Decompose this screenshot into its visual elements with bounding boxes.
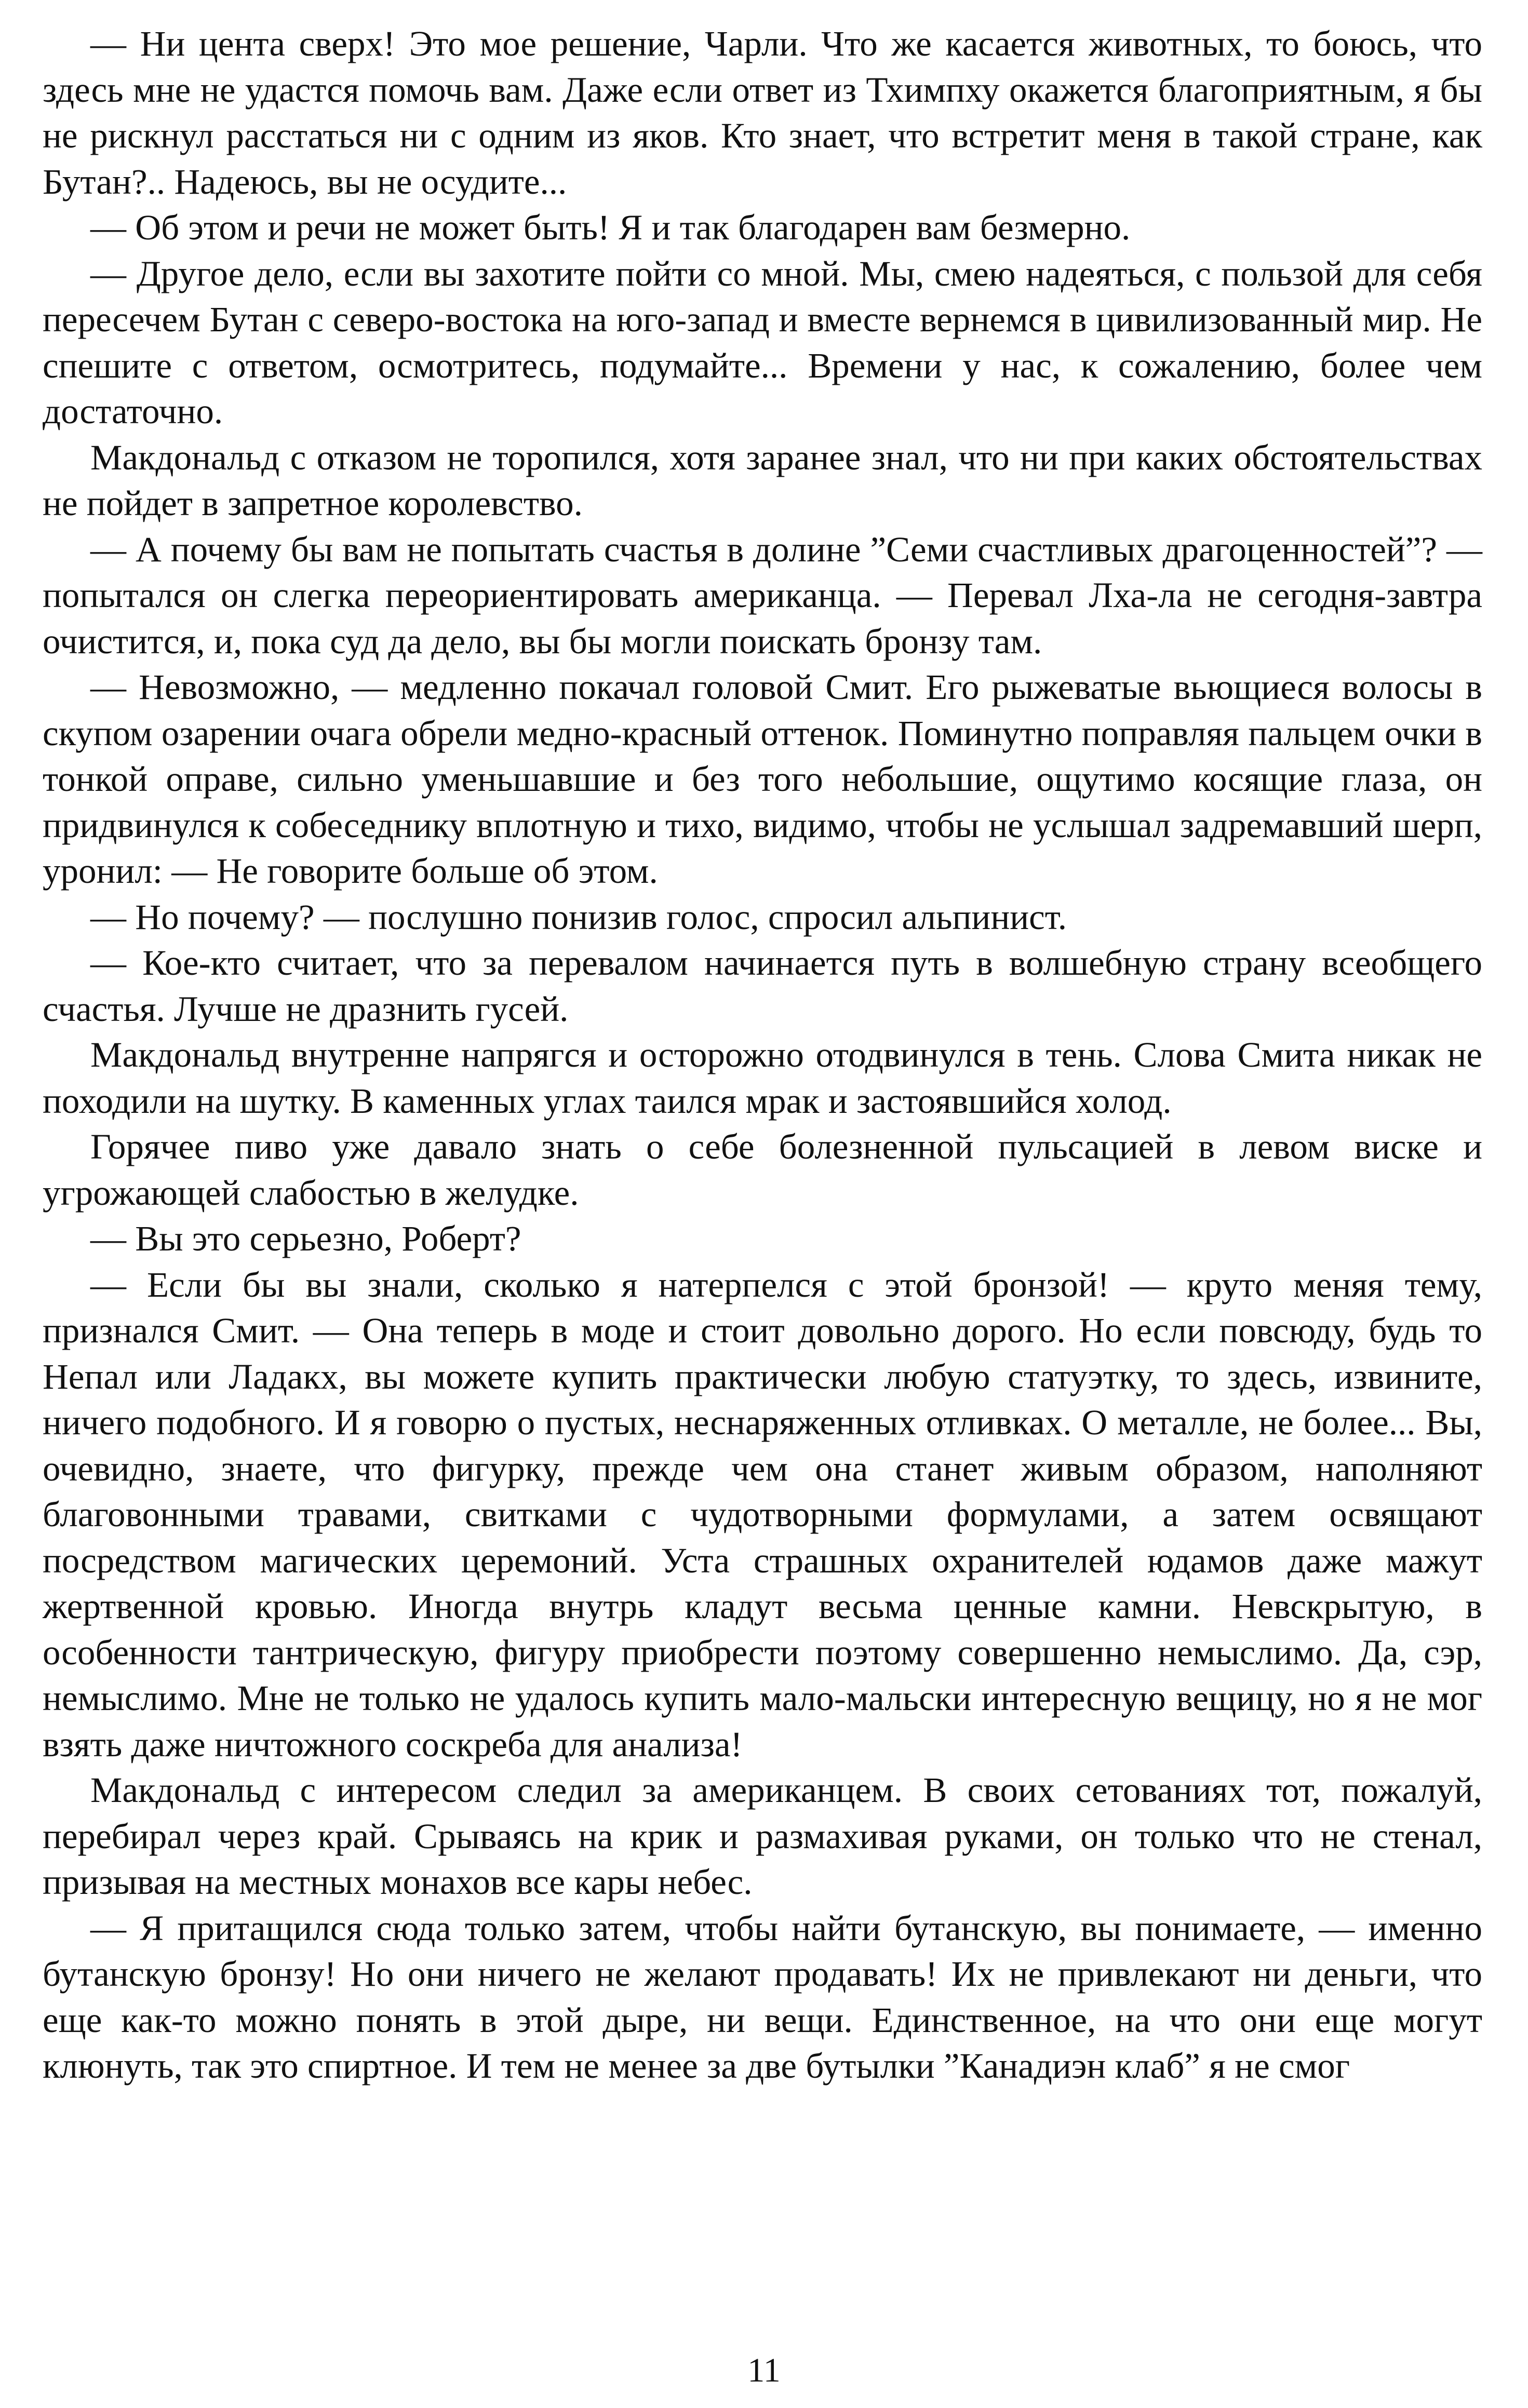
- paragraph: Макдональд с интересом следил за американцем. В своих сетованиях тот, пожалуй, перебирал через край. Срываясь на крик и размахивая руками, он только что не стенал, призывая на местных монахов все кары небес.: [43, 1770, 1482, 1902]
- paragraph: Макдональд внутренне напрягся и осторожно отодвинулся в тень. Слова Смита никак не походили на шутку. В каменных углах таился мрак и застоявшийся холод.: [43, 1035, 1482, 1121]
- paragraph: Горячее пиво уже давало знать о себе болезненной пульсацией в левом виске и угрожающей слабостью в желудке.: [43, 1127, 1482, 1213]
- paragraph: — Об этом и речи не может быть! Я и так благодарен вам безмерно.: [90, 208, 1131, 247]
- paragraph: — А почему бы вам не попытать счастья в долине ”Семи счастливых драгоценностей”? — попытался он слегка переориентировать американца. — Перевал Лха-ла не сегодня-завтра очистится, и, пока суд да дело, вы бы могли поискать бронзу там.: [43, 529, 1482, 661]
- page-body-text: [43, 21, 1482, 2089]
- paragraph: — Но почему? — послушно понизив голос, спросил альпинист.: [90, 897, 1067, 937]
- paragraph: Макдональд с отказом не торопился, хотя заранее знал, что ни при каких обстоятельствах не пойдет в запретное королевство.: [43, 437, 1482, 523]
- paragraph: — Если бы вы знали, сколько я натерпелся с этой бронзой! — круто меняя тему, признался Смит. — Она теперь в моде и стоит довольно дорого. Но если повсюду, будь то Непал или Ладакх, вы можете купить практически любую статуэтку, то здесь, извините, ничего подобного. И я говорю о пустых, неснаряженных отливках. О металле, не более... Вы, очевидно, знаете, что фигурку, прежде чем она станет живым образом, наполняют благовонными травами, свитками с чудотворными формулами, а затем освящают посредством магических церемоний. Уста страшных охранителей юдамов даже мажут жертвенной кровью. Иногда внутрь кладут весьма ценные камни. Невскрытую, в особенности тантрическую, фигуру приобрести поэтому совершенно немыслимо. Да, сэр, немыслимо. Мне не только не удалось купить мало-мальски интересную вещицу, но я не мог взять даже ничтожного соскреба для анализа!: [43, 1264, 1482, 1764]
- paragraph: — Я притащился сюда только затем, чтобы найти бутанскую, вы понимаете, — именно бутанскую бронзу! Но они ничего не желают продавать! Их не привлекают ни деньги, что еще как-то можно понять в этой дыре, ни вещи. Единственное, на что они еще могут клюнуть, так это спиртное. И тем не менее за две бутылки ”Канадиэн клаб” я не смог: [43, 1908, 1482, 2086]
- book-page: [43, 21, 1482, 2326]
- paragraph: — Кое-кто считает, что за перевалом начинается путь в волшебную страну всеобщего счастья. Лучше не дразнить гусей.: [43, 943, 1482, 1029]
- paragraph: — Невозможно, — медленно покачал головой Смит. Его рыжеватые вьющиеся волосы в скупом озарении очага обрели медно-красный оттенок. Поминутно поправляя пальцем очки в тонкой оправе, сильно уменьшавшие и без того небольшие, ощутимо косящие глаза, он придвинулся к собеседнику вплотную и тихо, видимо, чтобы не услышал задремавший шерп, уронил: — Не говорите больше об этом.: [43, 667, 1482, 891]
- paragraph: — Другое дело, если вы захотите пойти со мной. Мы, смею надеяться, с пользой для себя пересечем Бутан с северо-востока на юго-запад и вместе вернемся в цивилизованный мир. Не спешите с ответом, осмотритесь, подумайте... Времени у нас, к сожалению, более чем достаточно.: [43, 253, 1482, 431]
- paragraph: — Вы это серьезно, Роберт?: [90, 1219, 521, 1258]
- page-number: 11: [747, 2351, 781, 2389]
- paragraph: — Ни цента сверх! Это мое решение, Чарли. Что же касается животных, то боюсь, что здесь мне не удастся помочь вам. Даже если ответ из Тхимпху окажется благоприятным, я бы не рискнул расстаться ни с одним из яков. Кто знает, что встретит меня в такой стране, как Бутан?.. Надеюсь, вы не осудите...: [43, 24, 1482, 201]
